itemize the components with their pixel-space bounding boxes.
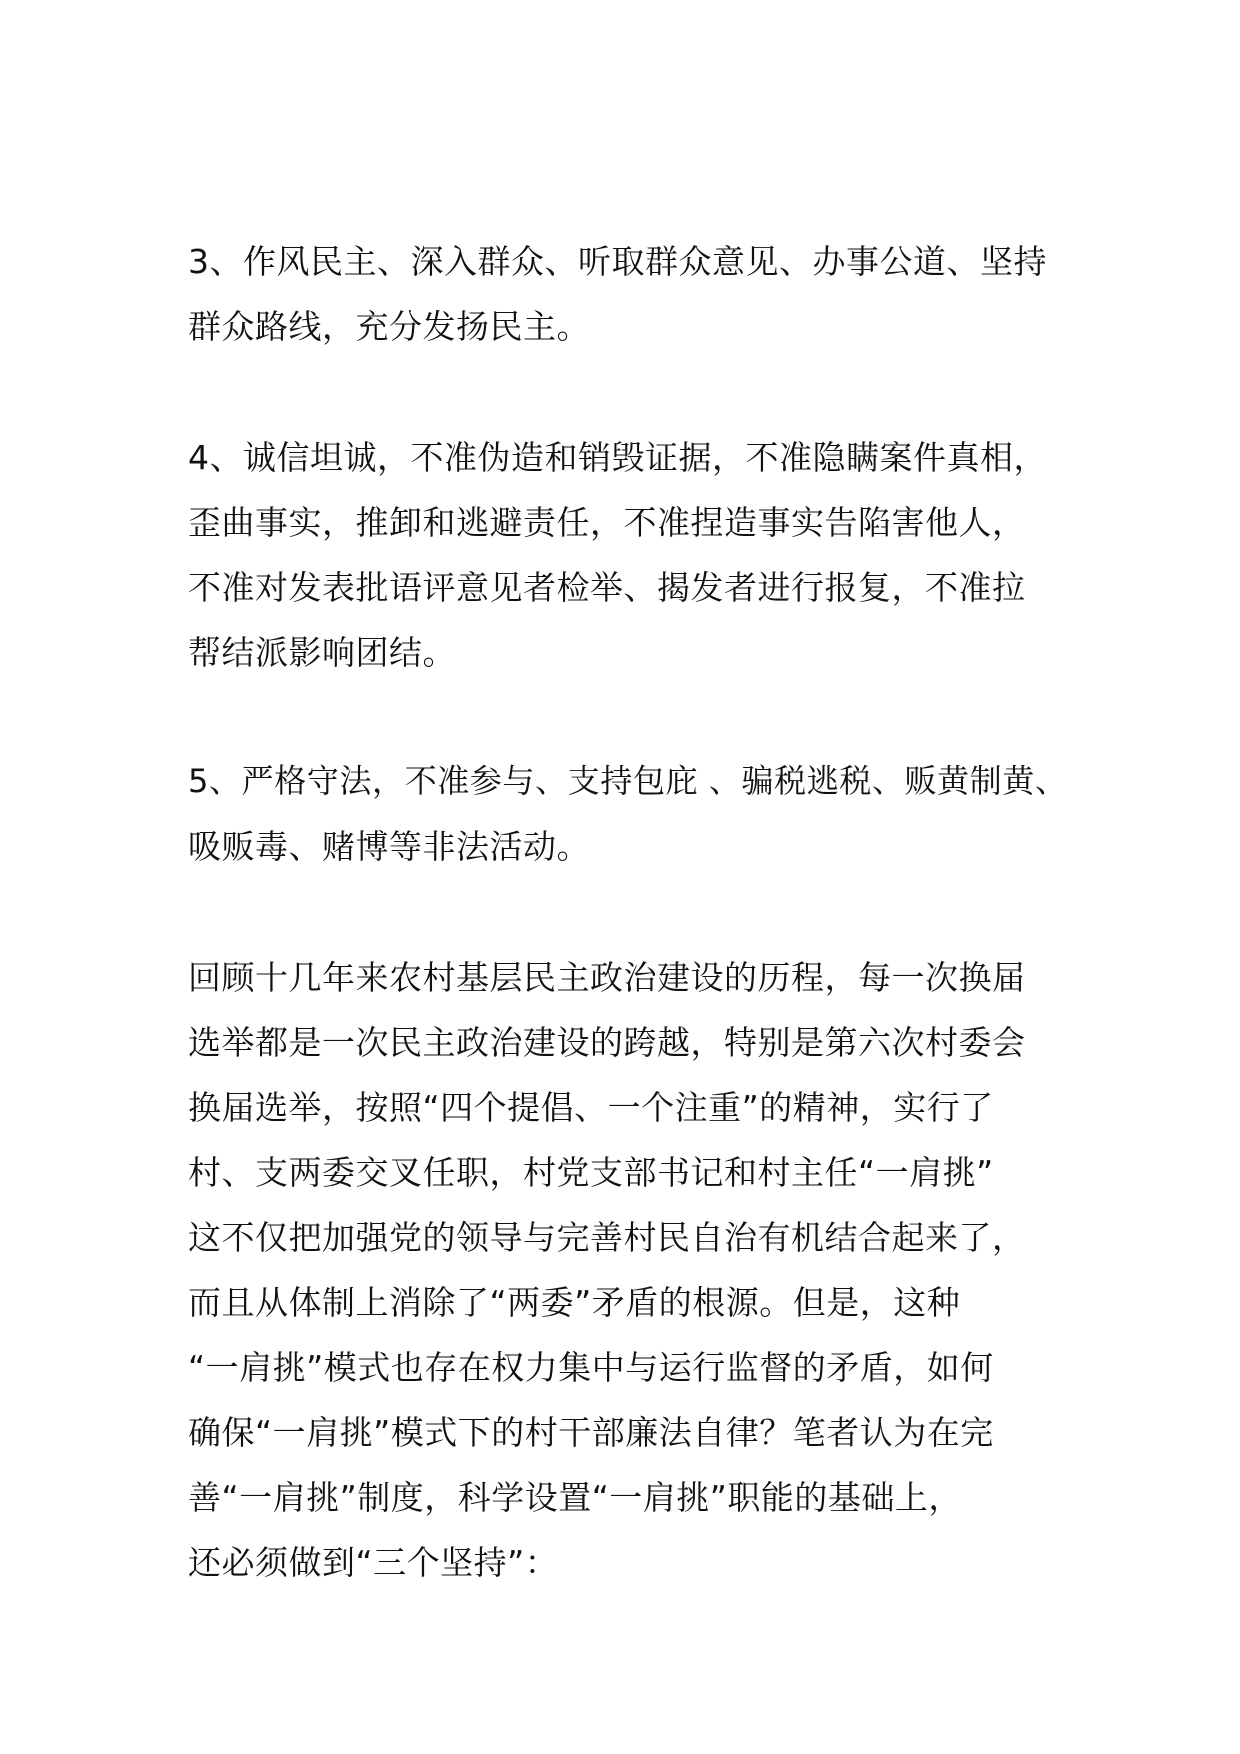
text-line: 善“一肩挑”制度，科学设置“一肩挑”职能的基础上，: [188, 1478, 962, 1517]
text-line: 而且从体制上消除了“两委”矛盾的根源。但是，这种: [188, 1283, 961, 1322]
text-line: 3、作风民主、深入群众、听取群众意见、办事公道、坚持: [188, 242, 1047, 281]
text-line: 还必须做到“三个坚持”：: [188, 1543, 559, 1582]
text-line: 不准对发表批语评意见者检举、揭发者进行报复，不准拉: [188, 568, 1026, 607]
text-line: 回顾十几年来农村基层民主政治建设的历程，每一次换届: [188, 958, 1026, 997]
text-line: “一肩挑”模式也存在权力集中与运行监督的矛盾，如何: [188, 1348, 994, 1387]
text-line: 选举都是一次民主政治建设的跨越，特别是第六次村委会: [188, 1023, 1026, 1062]
text-line: 帮结派影响团结。: [188, 633, 456, 672]
paragraph-item-3: [188, 229, 1068, 359]
text-line: 4、诚信坦诚，不准伪造和销毁证据，不准隐瞒案件真相，: [188, 438, 1047, 477]
text-line: 确保“一肩挑”模式下的村干部廉法自律？笔者认为在完: [188, 1413, 994, 1452]
paragraph-review: [188, 945, 1068, 1595]
paragraph-item-5: [188, 749, 1068, 879]
text-line: 这不仅把加强党的领导与完善村民自治有机结合起来了，: [188, 1218, 1026, 1257]
text-line: 歪曲事实，推卸和逃避责任，不准捏造事实告陷害他人，: [188, 503, 1026, 542]
text-line: 村、支两委交叉任职，村党支部书记和村主任“一肩挑”: [188, 1153, 994, 1192]
paragraph-item-4: [188, 425, 1068, 685]
text-line: 群众路线，充分发扬民主。: [188, 307, 590, 346]
text-line: 吸贩毒、赌博等非法活动。: [188, 827, 590, 866]
text-line: 5、严格守法，不准参与、支持包庇 、骗税逃税、贩黄制黄、: [188, 762, 1068, 800]
text-line: 换届选举，按照“四个提倡、一个注重”的精神，实行了: [188, 1088, 994, 1127]
